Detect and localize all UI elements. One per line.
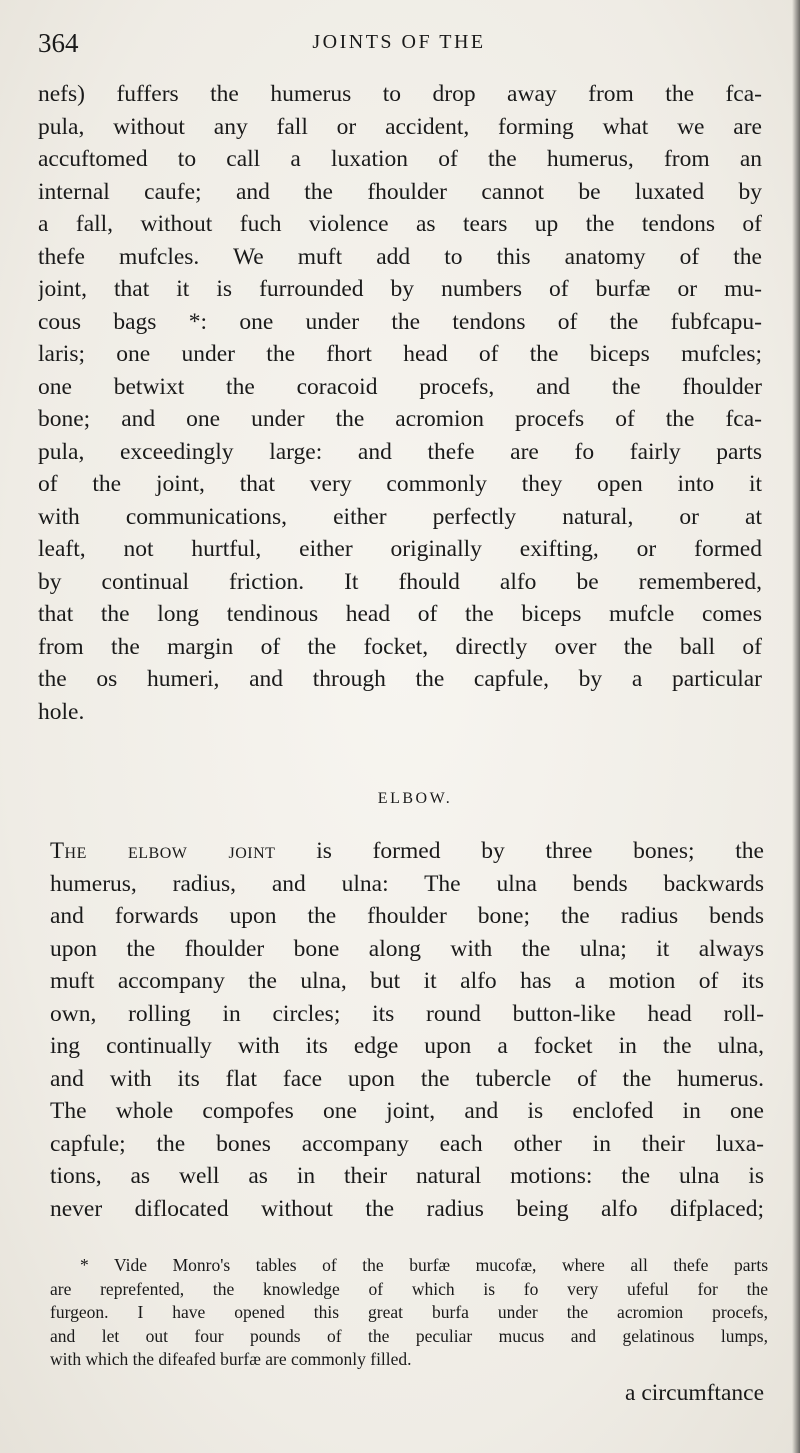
- text-line: humerus, radius, and ulna: The ulna bends backwards: [50, 870, 764, 897]
- footnote-line: furgeon. I have opened this great burfa under the acromion procefs,: [50, 1302, 768, 1322]
- text-line: upon the fhoulder bone along with the ulna; it always: [50, 935, 764, 962]
- page-header: [38, 28, 760, 64]
- text-line: with communications, either perfectly natural, or at: [38, 503, 762, 530]
- footnote-line: with which the difeafed burfæ are commonly filled.: [50, 1349, 412, 1369]
- lead-rest: is formed by three bones; the: [316, 838, 764, 864]
- text-line: a fall, without fuch violence as tears up the tendons of: [38, 211, 762, 237]
- footnote-line: and let out four pounds of the peculiar mucus and gelatinous lumps,: [50, 1325, 768, 1346]
- catchword: a circumftance: [625, 1380, 764, 1406]
- text-line: one betwixt the coracoid procefs, and the fhoulder: [38, 373, 762, 400]
- text-line: laris; one under the fhort head of the biceps mufcles;: [38, 341, 762, 367]
- text-line: that the long tendinous head of the biceps mufcle comes: [38, 601, 762, 627]
- text-line: tions, as well as in their natural motions: the ulna is: [50, 1163, 764, 1189]
- text-line: never diflocated without the radius being alfo difplaced;: [50, 1195, 764, 1222]
- text-line-lead: [50, 835, 764, 868]
- text-line: The whole compofes one joint, and is enclofed in one: [50, 1098, 764, 1124]
- paragraph-elbow: [50, 835, 764, 1225]
- text-line: joint, that it is furrounded by numbers of burfæ or mu-: [38, 276, 762, 302]
- text-line: ing continually with its edge upon a focket in the ulna,: [50, 1033, 764, 1059]
- running-title: JOINTS OF THE: [312, 31, 486, 53]
- text-line: thefe mufcles. We muft add to this anatomy of the: [38, 243, 762, 270]
- page-number: 364: [38, 28, 79, 58]
- lead-words: The elbow joint: [50, 838, 276, 863]
- text-line: of the joint, that very commonly they open into it: [38, 471, 762, 497]
- text-line: pula, exceedingly large: and thefe are fo fairly parts: [38, 438, 762, 465]
- text-line: own, rolling in circles; its round button-like head roll-: [50, 1000, 764, 1027]
- text-line: the os humeri, and through the capfule, by a particular: [38, 666, 762, 692]
- text-line: and with its flat face upon the tubercle of the humerus.: [50, 1065, 764, 1092]
- footnote-line: * Vide Monro's tables of the burfæ mucofæ, where all thefe parts: [80, 1255, 768, 1275]
- text-line: accuftomed to call a luxation of the humerus, from an: [38, 146, 762, 172]
- footnote-line: are reprefented, the knowledge of which is fo very ufeful for the: [50, 1278, 768, 1299]
- text-line: and forwards upon the fhoulder bone; the radius bends: [50, 903, 764, 929]
- text-line: pula, without any fall or accident, forming what we are: [38, 113, 762, 140]
- text-line: internal caufe; and the fhoulder cannot be luxated by: [38, 178, 762, 205]
- text-line: from the margin of the focket, directly over the ball of: [38, 633, 762, 660]
- text-line: capfule; the bones accompany each other in their luxa-: [50, 1130, 764, 1157]
- text-line: leaft, not hurtful, either originally exifting, or formed: [38, 536, 762, 562]
- text-line: bone; and one under the acromion procefs of the fca-: [38, 406, 762, 432]
- text-line: cous bags *: one under the tendons of the fubfcapu-: [38, 308, 762, 335]
- paragraph-shoulder: [38, 78, 762, 728]
- footnote: [50, 1254, 768, 1372]
- text-line: by continual friction. It fhould alfo be remembered,: [38, 568, 762, 595]
- text-line: nefs) fuffers the humerus to drop away from the fca-: [38, 81, 762, 107]
- text-line: hole.: [38, 698, 85, 725]
- section-heading-elbow: ELBOW.: [377, 790, 453, 807]
- text-line: muft accompany the ulna, but it alfo has a motion of its: [50, 968, 764, 994]
